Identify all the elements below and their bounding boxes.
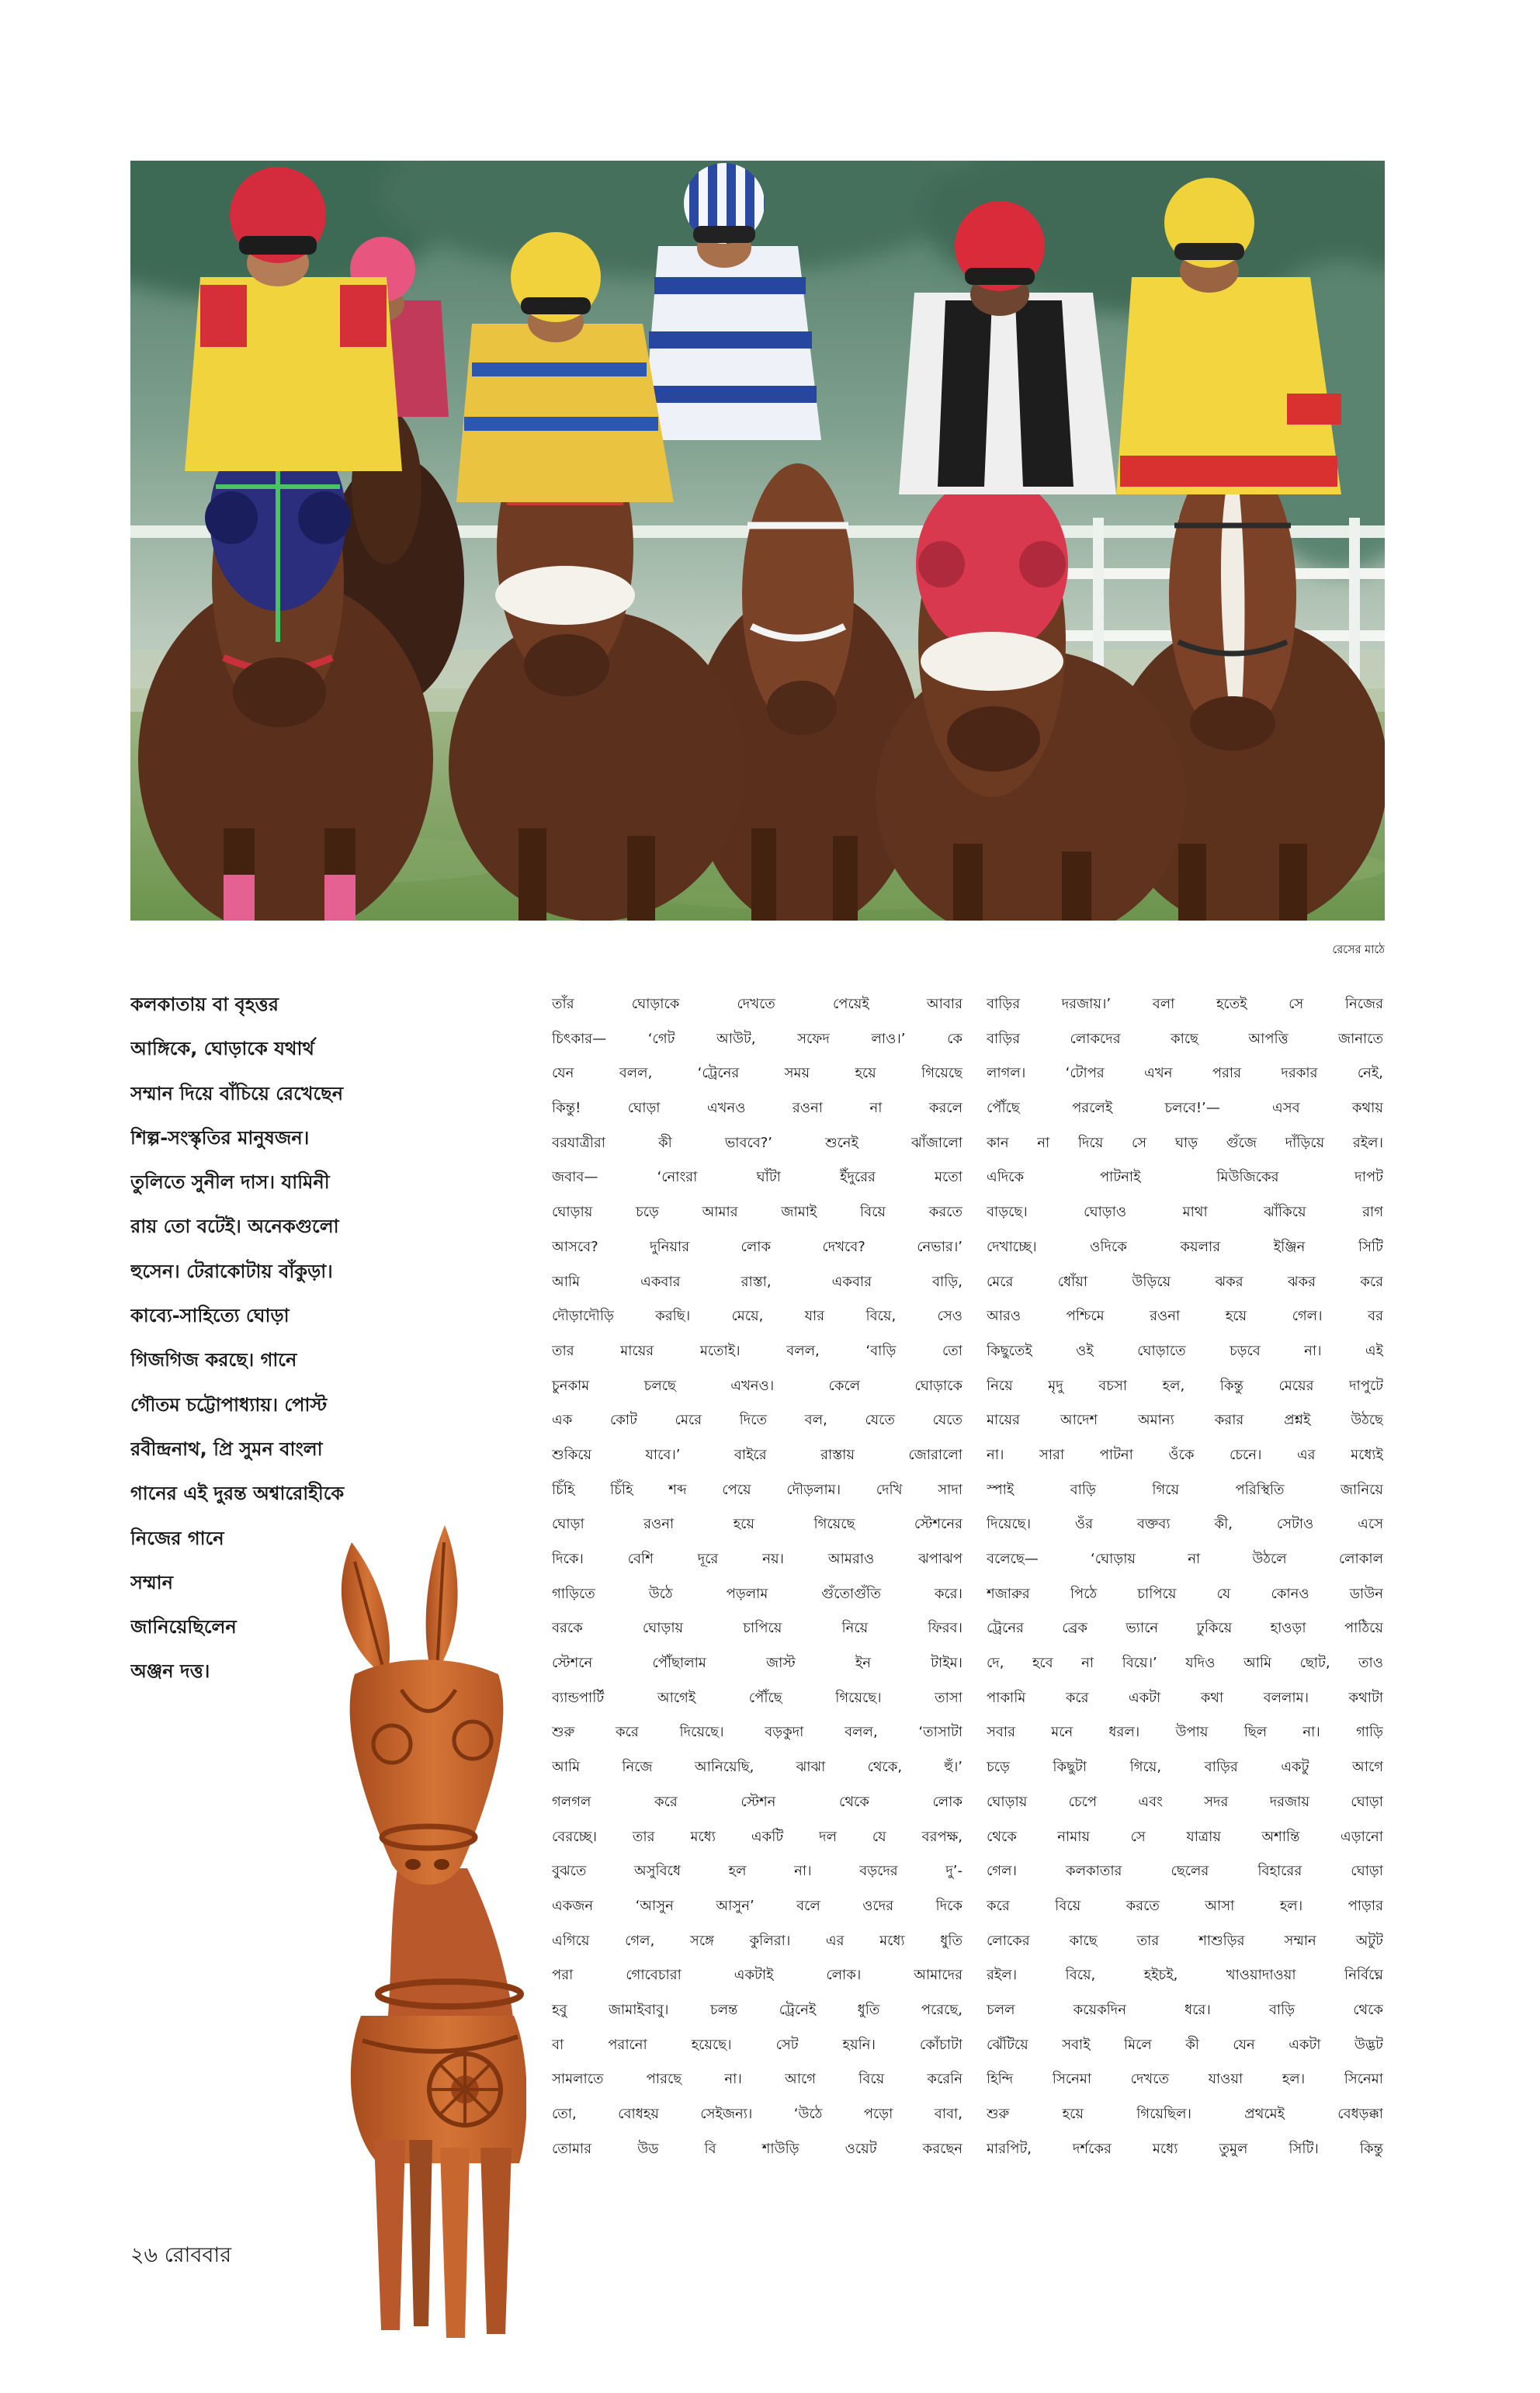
- article-line: দে, হবে না বিয়ে।’ যদিও আমি ছোট, তাও: [987, 1655, 1383, 1672]
- pull-quote-line: সম্মান: [130, 1571, 173, 1594]
- article-line: থেকে নামায় সে যাত্রায় অশান্তি এড়ানো: [987, 1828, 1383, 1845]
- article-line: আমি একবার রাস্তা, একবার বাড়ি,: [552, 1273, 962, 1290]
- pull-quote-line: রবীন্দ্রনাথ, প্রি সুমন বাংলা: [130, 1438, 323, 1460]
- horse-5-eye-cup: [1019, 541, 1066, 588]
- horse-3-noseband: [495, 566, 635, 625]
- article-line: চলল কয়েকদিন ধরে। বাড়ি থেকে: [987, 2001, 1383, 2018]
- terracotta-neck: [387, 1868, 514, 2024]
- article-line: বরযাত্রীরা কী ভাববে?’ শুনেই ঝাঁজালো: [552, 1134, 962, 1151]
- terracotta-rear-left-leg: [374, 2140, 405, 2330]
- article-line: গাড়িতে উঠে পড়লাম গুঁতোগুঁতি করে।: [552, 1585, 962, 1602]
- horse-1-eye-cup: [298, 491, 351, 544]
- article-line: এদিকে পাটনাই মিউজিকের দাপট: [987, 1169, 1383, 1186]
- pull-quote-line: রায় তো বটেই। অনেকগুলো: [130, 1216, 339, 1238]
- jockey-5-vest-left: [938, 300, 992, 487]
- horse-4-leg: [751, 828, 776, 921]
- jockey-6-goggles: [1174, 243, 1244, 260]
- article-line: পৌঁছে পরলেই চলবে!’— এসব কথায়: [987, 1100, 1383, 1117]
- jockey-4-stripe: [649, 331, 812, 349]
- horse-race-illustration: [130, 161, 1385, 921]
- terracotta-nostril: [434, 1859, 449, 1870]
- horse-4-leg: [833, 836, 858, 921]
- horse-1-leg-bandage: [224, 875, 255, 921]
- pull-quote-line: কলকাতায় বা বৃহত্তর: [130, 994, 279, 1015]
- article-line: একজন ‘আসুন আসুন’ বলে ওদের দিকে: [552, 1897, 962, 1914]
- pull-quote-line: গিজগিজ করছে। গানে: [130, 1349, 297, 1372]
- article-line: ব্যান্ডপার্টি আগেই পৌঁছে গিয়েছে। তাসা: [552, 1689, 962, 1706]
- article-line: এক কোট মেরে দিতে বল, যেতে যেতে: [552, 1412, 962, 1429]
- horse-3-leg: [627, 836, 655, 921]
- article-line: না। সারা পাটনা ওঁকে চেনে। এর মধ্যেই: [987, 1446, 1383, 1463]
- jockey-4-stripe: [654, 277, 806, 294]
- article-line: লাগল। ‘টোপর এখন পরার দরকার নেই,: [987, 1065, 1383, 1082]
- article-line: পাকামি করে একটা কথা বললাম। কথাটা: [987, 1689, 1383, 1706]
- page-footer: [130, 2242, 441, 2270]
- article-line: নিয়ে মৃদু বচসা হল, কিন্তু মেয়ের দাপুটে: [987, 1377, 1383, 1394]
- article-line: মেরে ধোঁয়া উড়িয়ে ঝকর ঝকর করে: [987, 1273, 1383, 1290]
- horse-5-nose: [947, 706, 1040, 772]
- article-line: বাড়ির দরজায়।’ বলা হতেই সে নিজের: [987, 996, 1383, 1012]
- magazine-name: রোববার: [164, 2243, 232, 2267]
- pull-quote-line: আঙ্গিকে, ঘোড়াকে যথার্থ: [130, 1038, 314, 1060]
- pull-quote-line: সম্মান দিয়ে বাঁচিয়ে রেখেছেন: [130, 1082, 344, 1105]
- article-line: মারপিট, দর্শকের মধ্যে তুমুল সিটি। কিন্তু: [987, 2140, 1383, 2157]
- pull-quote-line: জানিয়েছিলেন: [130, 1616, 237, 1639]
- article-line: ঝেঁটিয়ে সবাই মিলে কী যেন একটা উদ্ভট: [987, 2036, 1383, 2053]
- article-line: মায়ের আদেশ অমান্য করার প্রশ্নই উঠছে: [987, 1412, 1383, 1429]
- jockey-3-goggles: [521, 297, 591, 314]
- article-line: স্টেশনে পৌঁছালাম জাস্ট ইন টাইম।: [552, 1655, 962, 1672]
- article-line: গলগল করে স্টেশন থেকে লোক: [552, 1793, 962, 1810]
- article-line: আরও পশ্চিমে রওনা হয়ে গেল। বর: [987, 1308, 1383, 1325]
- article-line: শুরু করে দিয়েছে। বড়কুদা বলল, ‘তাসাটা: [552, 1724, 962, 1741]
- article-line: তার মায়ের মতোই। বলল, ‘বাড়ি তো: [552, 1342, 962, 1359]
- terracotta-horse-illustration: [300, 1519, 526, 2349]
- article-line: বুঝতে অসুবিধে হল না। বড়দের দু’-: [552, 1863, 962, 1880]
- article-line: ঘোড়ায় চেপে এবং সদর দরজায় ঘোড়া: [987, 1793, 1383, 1810]
- article-column-middle: [552, 987, 962, 2175]
- pull-quote-line: তুলিতে সুনীল দাস। যামিনী: [130, 1171, 330, 1194]
- article-line: বাড়ির লোকদের কাছে আপত্তি জানাতে: [987, 1030, 1383, 1047]
- article-line: চড়ে কিছুটা গিয়ে, বাড়ির একটু আগে: [987, 1759, 1383, 1776]
- terracotta-medallion-petals: [430, 2055, 500, 2124]
- article-line: রইল। বিয়ে, হইচই, খাওয়াদাওয়া নির্বিঘ্নে: [987, 1967, 1383, 1984]
- terracotta-front-right-leg: [480, 2148, 512, 2334]
- horse-1-leg-bandage: [324, 875, 356, 921]
- article-line: বাড়ছে। ঘোড়াও মাথা ঝাঁকিয়ে রাগ: [987, 1204, 1383, 1221]
- horse-3-leg: [519, 828, 546, 921]
- horse-4-nose: [767, 681, 837, 735]
- horse-5-leg: [953, 844, 983, 921]
- terracotta-rear-right-leg: [409, 2140, 432, 2326]
- horse-1-nose: [233, 657, 326, 727]
- article-line: শুকিয়ে যাবে।’ বাইরে রাস্তায় জোরালো: [552, 1446, 962, 1463]
- article-line: পরা গোবেচারা একটাই লোক। আমাদের: [552, 1967, 962, 1984]
- article-line: শজারুর পিঠে চাপিয়ে যে কোনও ডাউন: [987, 1585, 1383, 1602]
- pull-quote-line: গানের এই দুরন্ত অশ্বারোহীকে: [130, 1483, 345, 1505]
- jockey-5-goggles: [965, 268, 1035, 285]
- article-line: বেরচ্ছে। তার মধ্যে একটি দল যে বরপক্ষ,: [552, 1828, 962, 1845]
- terracotta-head: [350, 1659, 504, 1885]
- article-line: স্পাই বাড়ি গিয়ে পরিস্থিতি জানিয়ে: [987, 1481, 1383, 1498]
- terracotta-horse-figure: [300, 1519, 526, 2349]
- pull-quote-line: শিল্প-সংস্কৃতির মানুষজন।: [130, 1126, 310, 1149]
- jockey-4-goggles: [693, 226, 755, 243]
- article-line: চিঁহি চিঁহি শব্দ পেয়ে দৌড়লাম। দেখি সাদা: [552, 1481, 962, 1498]
- article-line: বা পরানো হয়েছে। সেট হয়নি। কোঁচাটা: [552, 2036, 962, 2053]
- article-line: দিকে। বেশি দূরে নয়। আমরাও ঝপাঝপ: [552, 1551, 962, 1567]
- pull-quote-line: গৌতম চট্টোপাধ্যায়। পোস্ট: [130, 1393, 328, 1416]
- article-line: তো, বোধহয় সেইজন্য। ‘উঠে পড়ো বাবা,: [552, 2106, 962, 2122]
- horse-6-leg: [1279, 844, 1307, 921]
- page-number: ২৬: [130, 2243, 158, 2267]
- terracotta-left-ear: [342, 1542, 390, 1678]
- horse-5-eye-cup: [918, 541, 965, 588]
- jockey-3-stripe: [472, 362, 647, 376]
- jockey-4-stripe: [644, 386, 817, 403]
- pull-quote-line: নিজের গানে: [130, 1527, 224, 1549]
- pull-quote-line: কাব্যে-সাহিত্যে ঘোড়া: [130, 1305, 290, 1327]
- article-line: হবু জামাইবাবু। চলন্ত ট্রেনেই ধুতি পরেছে,: [552, 2001, 962, 2018]
- article-line: ঘোড়া রওনা হয়ে গিয়েছে স্টেশনের: [552, 1516, 962, 1533]
- article-line: এগিয়ে গেল, সঙ্গে কুলিরা। এর মধ্যে ধুতি: [552, 1932, 962, 1949]
- article-line: কিছুতেই ওই ঘোড়াতে চড়বে না। এই: [987, 1342, 1383, 1359]
- article-line: হিন্দি সিনেমা দেখতে যাওয়া হল। সিনেমা: [987, 2071, 1383, 2088]
- article-line: বলেছে— ‘ঘোড়ায় না উঠলে লোকাল: [987, 1551, 1383, 1567]
- article-line: বরকে ঘোড়ায় চাপিয়ে নিয়ে ফিরব।: [552, 1620, 962, 1637]
- article-line: যেন বলল, ‘ট্রেনের সময় হয়ে গিয়েছে: [552, 1065, 962, 1082]
- terracotta-nostril: [405, 1859, 421, 1870]
- article-line: গেল। কলকাতার ছেলের বিহারের ঘোড়া: [987, 1863, 1383, 1880]
- article-line: তোমার উড বি শাউড়ি ওয়েট করছেন: [552, 2140, 962, 2157]
- horse-6-leg: [1178, 844, 1206, 921]
- horse-1-eye-cup: [205, 491, 258, 544]
- jockey-3-stripe: [464, 417, 658, 431]
- horse-5-leg: [1062, 851, 1091, 921]
- article-line: তাঁর ঘোড়াকে দেখতে পেয়েই আবার: [552, 996, 962, 1012]
- article-line: ঘোড়ায় চড়ে আমার জামাই বিয়ে করতে: [552, 1204, 962, 1221]
- pull-quote-line: অঞ্জন দত্ত।: [130, 1660, 210, 1683]
- horse-3-nose: [524, 634, 609, 696]
- article-line: সামলাতে পারছে না। আগে বিয়ে করেনি: [552, 2071, 962, 2088]
- jockey-1-red-patch: [200, 285, 247, 347]
- article-line: চিৎকার— ‘গেট আউট, সফেদ লাও।’ কে: [552, 1030, 962, 1047]
- jockey-5-shirt: [899, 293, 1116, 494]
- jockey-1-red-patch: [340, 285, 387, 347]
- article-line: জবাব— ‘নোংরা ঘাঁটা ইঁদুরের মতো: [552, 1169, 962, 1186]
- jockey-6-sleeve-band: [1287, 394, 1341, 425]
- article-line: আসবে? দুনিয়ার লোক দেখবে? নেভার।’: [552, 1238, 962, 1255]
- article-line: দেখাচ্ছে। ওদিকে কয়লার ইঞ্জিন সিটি: [987, 1238, 1383, 1255]
- article-line: দৌড়াদৌড়ি করছি। মেয়ে, যার বিয়ে, সেও: [552, 1308, 962, 1325]
- hero-photo: [130, 161, 1385, 921]
- jockey-3-torso: [456, 324, 674, 502]
- article-line: কান না দিয়ে সে ঘাড় গুঁজে দাঁড়িয়ে রইল।: [987, 1134, 1383, 1151]
- article-line: ট্রেনের ব্রেক ভ্যানে ঢুকিয়ে হাওড়া পাঠিয়ে: [987, 1620, 1383, 1637]
- horse-5-noseband: [921, 632, 1063, 691]
- terracotta-front-left-leg: [440, 2148, 470, 2338]
- article-line: কিন্তু! ঘোড়া এখনও রওনা না করলে: [552, 1100, 962, 1117]
- article-line: শুরু হয়ে গিয়েছিল। প্রথমেই বেধড়ক্কা: [987, 2106, 1383, 2122]
- pull-quote-line: হুসেন। টেরাকোটায় বাঁকুড়া।: [130, 1260, 333, 1282]
- article-line: করে বিয়ে করতে আসা হল। পাড়ার: [987, 1897, 1383, 1914]
- horse-6-nose: [1190, 696, 1275, 751]
- article-line: আমি নিজে আনিয়েছি, ঝাঝা থেকে, হুঁ।’: [552, 1759, 962, 1776]
- photo-caption: রেসের মাঠে: [1332, 944, 1385, 956]
- article-line: সবার মনে ধরল। উপায় ছিল না। গাড়ি: [987, 1724, 1383, 1741]
- jockey-1-goggles: [239, 236, 317, 255]
- article-line: দিয়েছে। ওঁর বক্তব্য কী, সেটাও এসে: [987, 1516, 1383, 1533]
- article-column-right: [987, 987, 1383, 2175]
- article-line: চুনকাম চলছে এখনও। কেলে ঘোড়াকে: [552, 1377, 962, 1394]
- jockey-6-red-band: [1120, 456, 1337, 487]
- article-line: লোকের কাছে তার শাশুড়ির সম্মান অটুট: [987, 1932, 1383, 1949]
